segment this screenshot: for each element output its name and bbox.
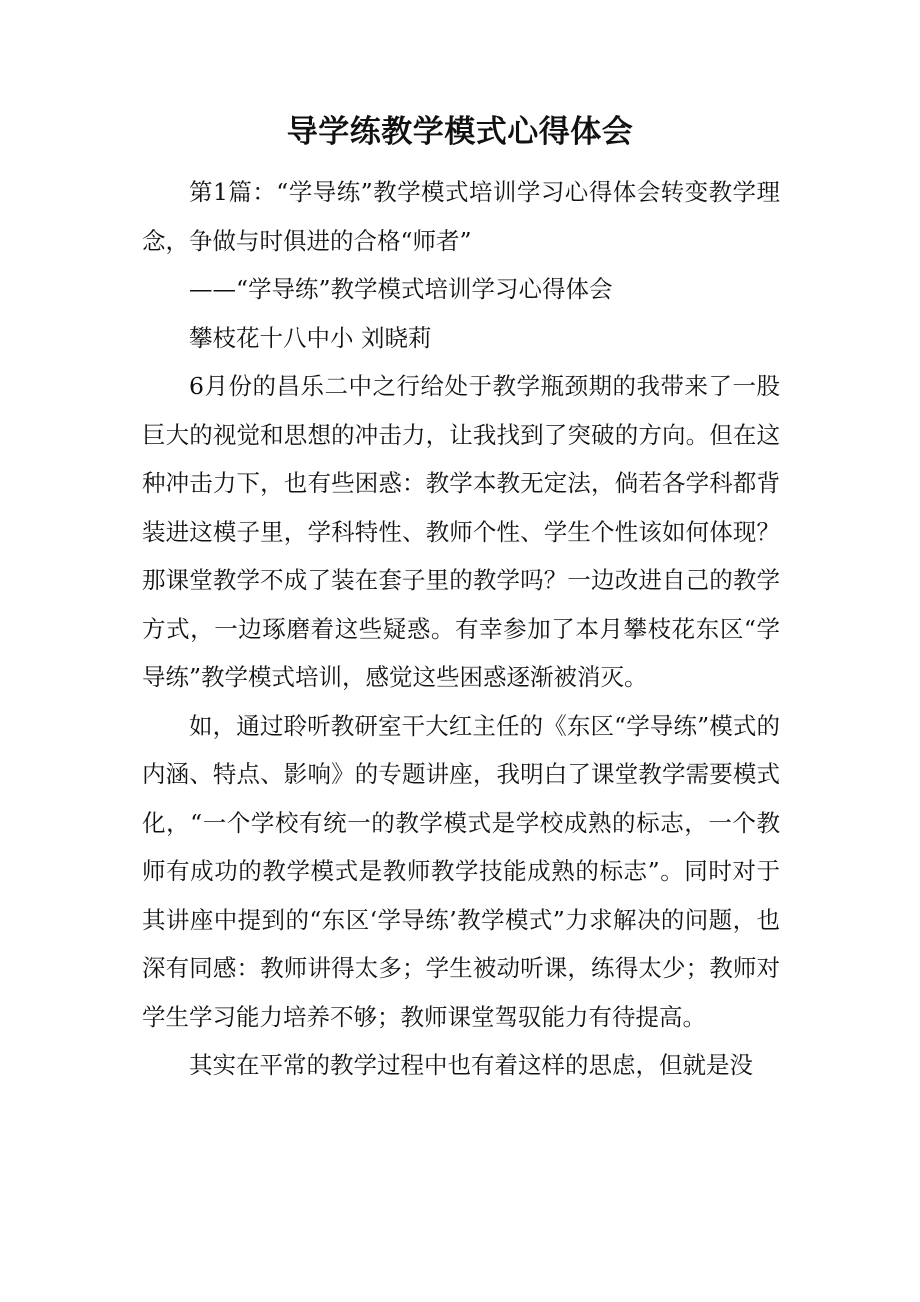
document-title: 导学练教学模式心得体会 [286,114,634,150]
paragraph-heading: 第1篇：“学导练”教学模式培训学习心得体会转变教学理念，争做与时俱进的合格“师者” [142,178,780,255]
document-body [142,168,780,1090]
paragraph-subtitle: ——“学导练”教学模式培训学习心得体会 [189,275,613,303]
paragraph-author: 攀枝花十八中小 刘晓莉 [189,323,432,352]
paragraph-body-2: 如，通过聆听教研室干大红主任的《东区“学导练”模式的内涵、特点、影响》的专题讲座，我明白了课堂教学需要模式化，“一个学校有统一的教学模式是学校成熟的标志，一个教师有成功的教学模式是教师教学技能成熟的标志”。同时对于其讲座中提到的“东区‘学导练’教学模式”力求解决的问题，也深有同感：教师讲得太多；学生被动听课，练得太少；教师对学生学习能力培养不够；教师课堂驾驭能力有待提高。 [142,711,780,1031]
paragraph-body-3: 其实在平常的教学过程中也有着这样的思虑，但就是没 [189,1051,753,1079]
paragraph-body-1: 6月份的昌乐二中之行给处于教学瓶颈期的我带来了一股巨大的视觉和思想的冲击力，让我找到了突破的方向。但在这种冲击力下，也有些困惑：教学本教无定法，倘若各学科都背装进这模子里，学科特性、教师个性、学生个性该如何体现？那课堂教学不成了装在套子里的教学吗？一边改进自己的教学方式，一边琢磨着这些疑惑。有幸参加了本月攀枝花东区“学导练”教学模式培训，感觉这些困惑逐渐被消灭。 [142,372,780,691]
